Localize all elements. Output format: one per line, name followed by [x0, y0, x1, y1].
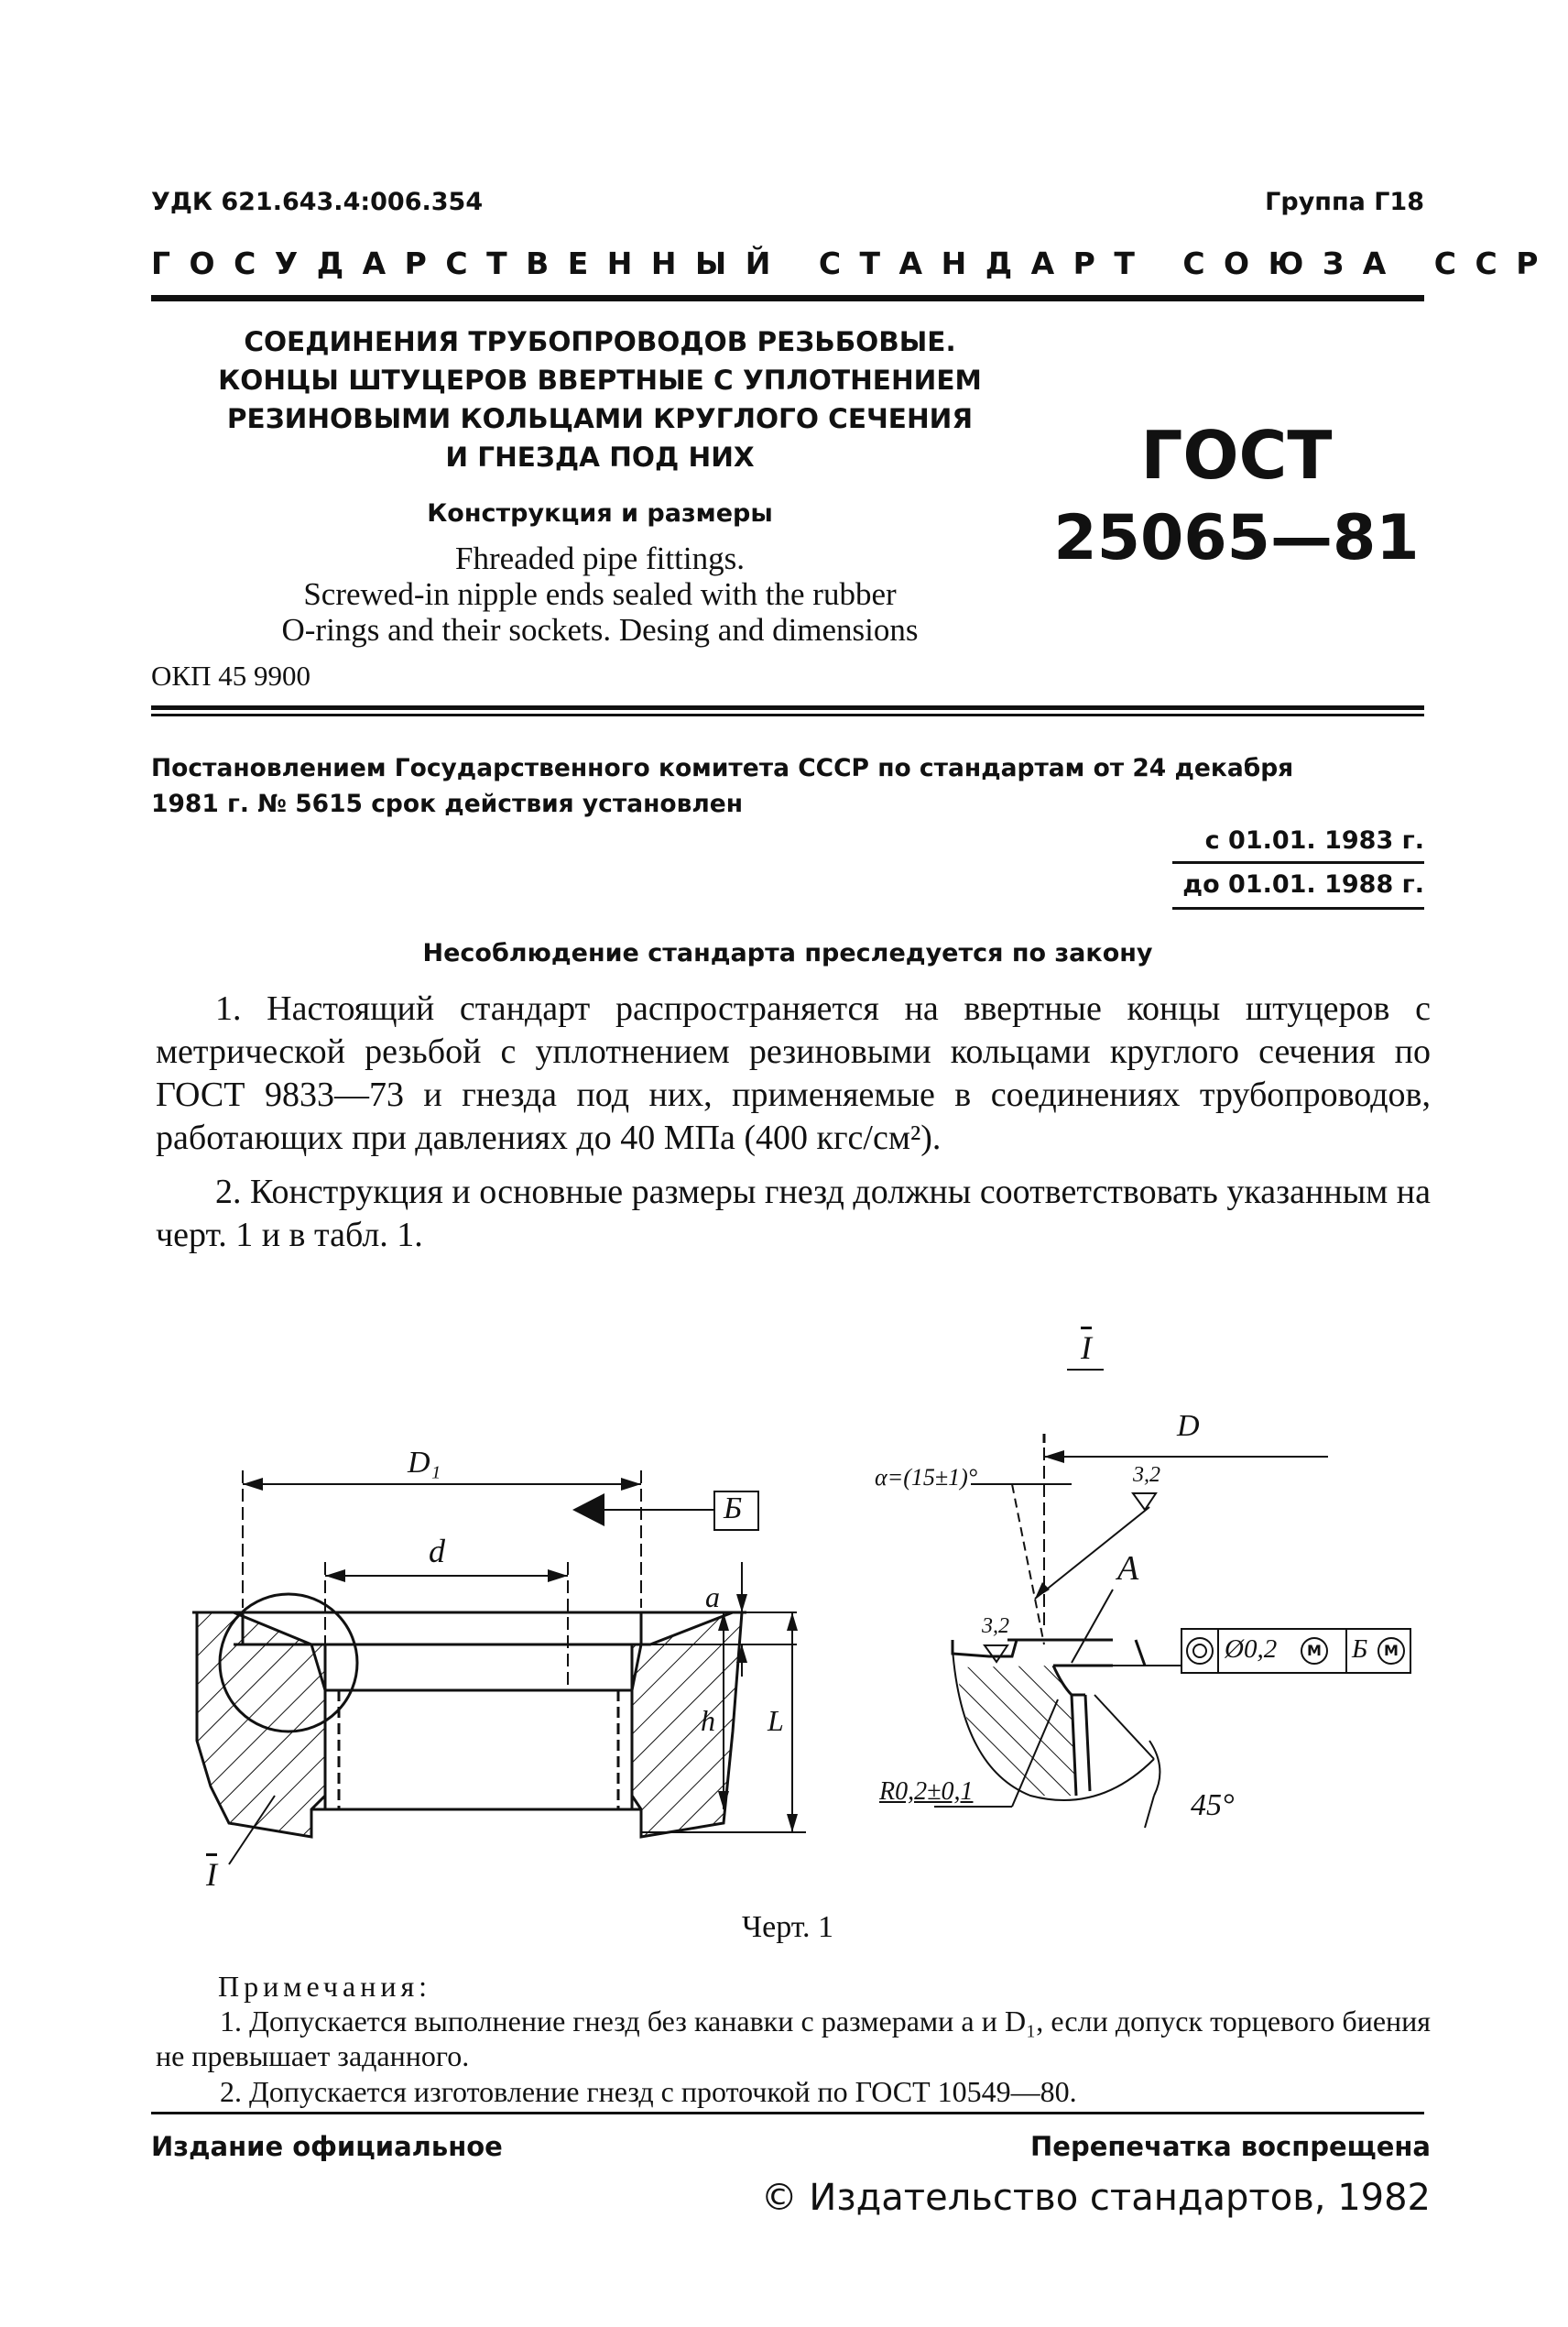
label-d1: D₁ — [408, 1446, 441, 1480]
detail-45-line — [1094, 1695, 1154, 1759]
label-radius: R0,2±0,1 — [879, 1777, 974, 1806]
angle-leader — [1145, 1796, 1154, 1828]
label-alpha: α=(15±1)° — [875, 1464, 978, 1491]
reprint-prohibited: Перепечатка воспрещена — [1030, 2131, 1431, 2162]
russian-subtitle: Конструкция и размеры — [427, 499, 773, 528]
valid-to-date: до 01.01. 1988 г. — [1182, 870, 1424, 899]
tolerance-frame — [1181, 1629, 1410, 1673]
group-code: Группа Г18 — [1265, 188, 1424, 216]
detail-hatched-area — [957, 1666, 1076, 1796]
detail-thread-line — [1085, 1695, 1090, 1791]
alpha-angle-line — [1012, 1484, 1044, 1644]
label-detail-i: $\overline{I}$ — [206, 1856, 217, 1893]
notes-rule — [151, 2112, 1424, 2114]
detail-view-I — [934, 1370, 1410, 1828]
udk-code: УДК 621.643.4:006.354 — [151, 188, 484, 216]
english-title-line: Fhreaded pipe fittings. — [455, 541, 745, 576]
publisher-copyright: © Издательство стандартов, 1982 — [760, 2177, 1431, 2219]
roughness-symbol-top — [1133, 1493, 1156, 1510]
datum-triangle — [572, 1493, 604, 1526]
detail-groove-edge — [1136, 1640, 1145, 1666]
label-roughness-left: 3,2 — [982, 1614, 1009, 1638]
tolerance-modifier-m: M — [1301, 1637, 1328, 1665]
english-title-line: O-rings and their sockets. Desing and dimensions — [281, 612, 919, 648]
concentricity-outer-icon — [1187, 1638, 1213, 1664]
valid-from-date: с 01.01. 1983 г. — [1204, 826, 1424, 855]
paragraph-1: 1. Настоящий стандарт распространяется на ввертные концы штуцеров с метрической резьбой с уплотнением резиновыми кольцами круглого сечения по ГОСТ 9833—73 и гнезда под них, применяемые в соединениях трубопроводов, работающих при давлениях до 40 МПа (400 кгс/см²). — [156, 989, 1431, 1157]
figure-caption: Черт. 1 — [742, 1910, 834, 1944]
title-line: РЕЗИНОВЫМИ КОЛЬЦАМИ КРУГЛОГО СЕЧЕНИЯ — [226, 403, 974, 434]
title-line: СОЕДИНЕНИЯ ТРУБОПРОВОДОВ РЕЗЬБОВЫЕ. — [244, 326, 956, 357]
note-2: 2. Допускается изготовление гнезд с проточкой по ГОСТ 10549—80. — [220, 2075, 1077, 2108]
label-d: d — [429, 1533, 445, 1569]
label-45-degrees: 45° — [1191, 1788, 1235, 1822]
notes-title: Примечания: — [218, 1970, 432, 2003]
decree-line-2: 1981 г. № 5615 срок действия установлен — [151, 790, 744, 818]
tolerance-base-modifier-m: M — [1377, 1637, 1405, 1665]
angle-arc — [1149, 1741, 1160, 1796]
tolerance-base: Б — [1352, 1634, 1368, 1664]
note-1: 1. Допускается выполнение гнезд без канавки с размерами a и D₁, если допуск торцевого биения не превышает заданного. — [156, 2005, 1431, 2072]
roughness-symbol-left — [985, 1645, 1007, 1662]
label-l: L — [768, 1704, 784, 1737]
a-view-leader — [1072, 1590, 1113, 1663]
roughness-arrow — [1035, 1582, 1050, 1599]
label-view-a: A — [1117, 1549, 1139, 1588]
state-standard-heading: ГОСУДАРСТВЕННЫЙ СТАНДАРТ СОЮЗА ССР — [151, 246, 1557, 281]
tolerance-value: Ø0,2 — [1225, 1634, 1278, 1664]
label-section-i: $\overline{I}$ — [1081, 1329, 1092, 1366]
official-edition: Издание официальное — [151, 2131, 503, 2162]
english-title-line: Screwed-in nipple ends sealed with the rubber — [303, 576, 897, 612]
okp-code: ОКП 45 9900 — [151, 660, 310, 692]
gost-label: ГОСТ — [1140, 417, 1333, 494]
title-line: И ГНЕЗДА ПОД НИХ — [445, 442, 755, 473]
label-datum-b: Б — [724, 1491, 743, 1525]
concentricity-inner-icon — [1193, 1644, 1206, 1657]
gost-number: 25065—81 — [1053, 502, 1420, 574]
paragraph-2: 2. Конструкция и основные размеры гнезд должны соответствовать указанным на черт. 1 и в табл. 1. — [156, 1173, 1431, 1254]
legal-warning: Несоблюдение стандарта преследуется по закону — [422, 939, 1153, 967]
decree-line-1: Постановлением Государственного комитета СССР по стандартам от 24 декабря — [151, 754, 1294, 782]
label-roughness-top: 3,2 — [1133, 1463, 1160, 1487]
label-h: h — [701, 1704, 715, 1737]
detail-face — [953, 1640, 1017, 1656]
socket-section-view — [192, 1470, 806, 1864]
label-a: a — [705, 1580, 720, 1613]
label-big-d: D — [1177, 1409, 1200, 1443]
big-d-arrow — [1044, 1450, 1064, 1463]
title-line: КОНЦЫ ШТУЦЕРОВ ВВЕРТНЫЕ С УПЛОТНЕНИЕМ — [218, 365, 982, 396]
